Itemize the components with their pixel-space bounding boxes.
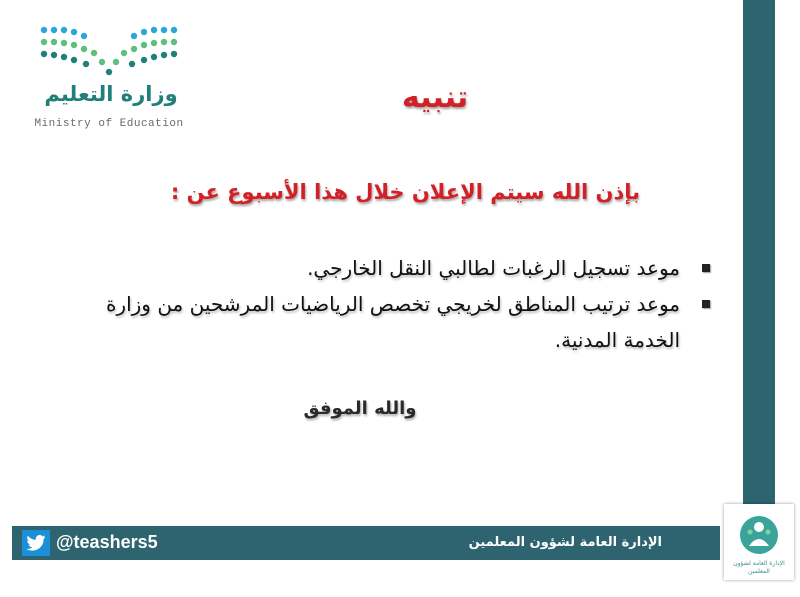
department-logo-caption: الإدارة العامة لشؤون المعلمين [733, 560, 785, 575]
ministry-logo [28, 22, 188, 134]
department-name: الإدارة العامة لشؤون المعلمين [468, 535, 662, 550]
list-item [50, 286, 710, 358]
announcement-list [50, 250, 710, 358]
announcement-text: بإذن الله سيتم الإعلان خلال هذا الأسبوع عن : [170, 180, 640, 204]
teachers-affairs-icon [738, 514, 780, 556]
closing-text: والله الموفق [303, 398, 417, 419]
side-accent-bar [743, 0, 775, 520]
department-logo [724, 504, 794, 580]
square-bullet-icon [702, 264, 710, 272]
page-title: تنبيه [401, 80, 469, 115]
twitter-handle[interactable]: @teashers5 [56, 532, 158, 552]
logo-english-text: Ministry of Education [34, 118, 184, 130]
list-item-text: موعد ترتيب المناطق لخريجي تخصص الرياضيات المرشحين من وزارة الخدمة المدنية. [105, 292, 680, 352]
logo-arabic-text: وزارة التعليم [44, 82, 178, 106]
ministry-dots-icon [34, 22, 184, 78]
list-item [50, 250, 710, 286]
list-item-text: موعد تسجيل الرغبات لطالبي النقل الخارجي. [307, 256, 680, 280]
square-bullet-icon [702, 300, 710, 308]
twitter-bird-icon[interactable] [22, 530, 50, 556]
footer-bar [12, 526, 720, 560]
